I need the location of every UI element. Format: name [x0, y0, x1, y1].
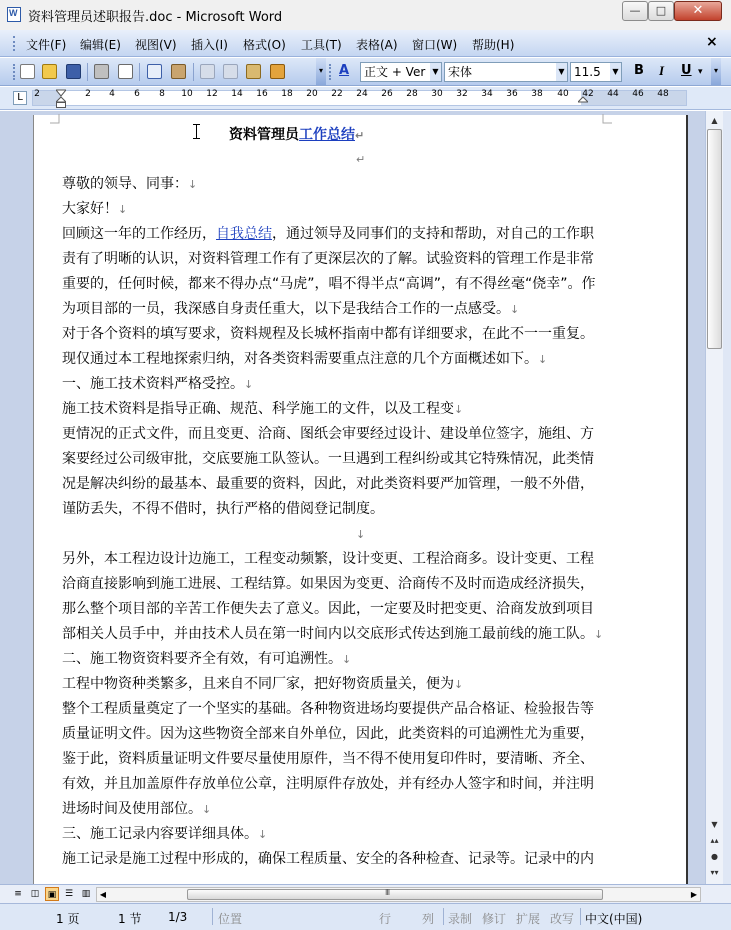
document-line[interactable]	[62, 174, 197, 195]
status-bar	[0, 903, 731, 930]
ruler-tick: 32	[456, 89, 468, 99]
status-separator	[443, 908, 444, 925]
ruler-tick: 48	[657, 89, 669, 99]
menu-view[interactable]: 视图(V)	[135, 38, 177, 52]
line-break-mark-icon: ↓	[538, 353, 548, 366]
chevron-down-icon[interactable]: ▼	[610, 63, 621, 81]
horizontal-ruler[interactable]	[0, 87, 731, 110]
document-line[interactable]	[356, 149, 365, 170]
line-text: 尊敬的领导、同事：	[62, 176, 188, 192]
status-overtype[interactable]: 改写	[550, 912, 575, 926]
open-folder-icon[interactable]	[42, 64, 57, 79]
menu-bar	[0, 30, 731, 57]
document-line[interactable]	[62, 324, 594, 344]
font-size-value: 11.5	[574, 65, 601, 79]
view-and-scroll-bar	[0, 884, 731, 903]
ruler-tick: 26	[381, 89, 393, 99]
scroll-left-icon[interactable]: ◀	[99, 890, 107, 899]
text-cursor-icon	[193, 124, 200, 139]
document-title[interactable]	[229, 124, 364, 144]
print-preview-icon[interactable]	[118, 64, 133, 79]
paragraph-mark-icon: ↵	[355, 129, 365, 142]
spelling-check-icon[interactable]	[147, 64, 162, 79]
vertical-scroll-thumb[interactable]	[707, 129, 722, 349]
document-line[interactable]	[62, 799, 211, 820]
ruler-tick: 28	[406, 89, 418, 99]
ruler-tick: 18	[281, 89, 293, 99]
research-icon[interactable]	[171, 64, 186, 79]
ruler-tick: 16	[256, 89, 268, 99]
outline-view-icon[interactable]: ☰	[64, 889, 74, 899]
document-line[interactable]	[62, 749, 594, 769]
document-line[interactable]	[62, 674, 463, 695]
line-text: 质量证明文件。因为这些物资全部来自外单位，因此，此类资料的可追溯性尤为重要，	[62, 726, 594, 742]
ruler-tick: 36	[506, 89, 518, 99]
previous-page-icon[interactable]: ▴▴	[710, 836, 719, 845]
ruler-tick: 14	[231, 89, 243, 99]
close-document-button[interactable]: ×	[706, 34, 718, 50]
line-break-mark-icon: ↓	[510, 303, 520, 316]
line-break-mark-icon: ↓	[118, 203, 128, 216]
document-line[interactable]	[62, 699, 594, 719]
menu-insert[interactable]: 插入(I)	[191, 38, 228, 52]
line-break-mark-icon: ↓	[202, 803, 212, 816]
ruler-tick: 4	[109, 89, 115, 99]
line-text: 洽商直接影响到施工进展、工程结算。如果因为变更、洽商传不及时而造成经济损失，	[62, 576, 594, 592]
document-line[interactable]	[62, 574, 594, 594]
line-text: 案要经过公司级审批，交底要施工队签认。一旦遇到工程纠纷或其它特殊情况，此类情	[62, 451, 594, 467]
document-line[interactable]	[62, 849, 594, 869]
line-break-mark-icon: ↓	[594, 628, 604, 641]
status-track-changes[interactable]: 修订	[482, 912, 507, 926]
print-icon[interactable]	[94, 64, 109, 79]
line-text: 另外，本工程边设计边施工，工程变动频繁，设计变更、工程洽商多。设计变更、工程	[62, 551, 594, 567]
menu-file[interactable]: 文件(F)	[26, 38, 67, 52]
normal-view-icon[interactable]: ≡	[14, 889, 22, 899]
status-language[interactable]: 中文(中国)	[585, 912, 643, 926]
select-browse-object-icon[interactable]: ●	[711, 852, 718, 861]
menu-window[interactable]: 窗口(W)	[412, 38, 458, 52]
chevron-down-icon[interactable]: ▼	[430, 63, 441, 81]
ruler-tick: 46	[632, 89, 644, 99]
status-section[interactable]: 1 节	[118, 912, 142, 926]
status-separator	[580, 908, 581, 925]
ruler-tick: 22	[331, 89, 343, 99]
line-text: 有效，并且加盖原件存放单位公章，注明原件存放处，并有经办人签字和时间，并注明	[62, 776, 594, 792]
line-text: 对于各个资料的填写要求，资料规程及长城杯指南中都有详细要求，在此不一一重复。	[62, 326, 594, 342]
scroll-down-icon[interactable]: ▼	[711, 820, 718, 829]
document-line[interactable]	[62, 374, 253, 395]
right-indent-marker[interactable]	[578, 87, 588, 109]
cut-icon[interactable]	[200, 64, 215, 79]
web-layout-icon[interactable]: ◫	[30, 889, 40, 899]
toolbar-grip-handle[interactable]	[13, 64, 16, 80]
document-line[interactable]	[62, 199, 127, 220]
line-text: 部相关人员手中，并由技术人员在第一时间内以交底形式传达到施工最前线的施工队。	[62, 626, 594, 642]
copy-icon[interactable]	[223, 64, 238, 79]
document-line[interactable]	[62, 399, 463, 420]
line-text: 为项目部的一员，我深感自身责任重大，以下是我结合工作的一点感受。	[62, 301, 510, 317]
indent-marker[interactable]	[56, 87, 66, 109]
document-line[interactable]	[62, 774, 594, 794]
ruler-tick: 6	[134, 89, 140, 99]
right-window-frame	[723, 111, 731, 884]
tab-selector[interactable]: L	[13, 91, 27, 105]
vertical-scrollbar[interactable]	[705, 111, 723, 884]
format-painter-icon[interactable]	[270, 64, 285, 79]
bold-button[interactable]: B	[634, 63, 644, 78]
document-line[interactable]	[62, 599, 594, 619]
font-value: 宋体	[448, 65, 473, 79]
line-text: 鉴于此，资料质量证明文件要尽量使用原件，当不得不使用复印件时，要清晰、齐全、	[62, 751, 594, 767]
line-text: 那么整个项目部的辛苦工作便失去了意义。因此，一定要及时把变更、洽商发放到项目	[62, 601, 594, 617]
hyperlink[interactable]: 自我总结	[216, 226, 272, 242]
status-page[interactable]: 1 页	[56, 912, 80, 926]
status-extend[interactable]: 扩展	[516, 912, 541, 926]
scroll-up-icon[interactable]: ▲	[711, 116, 718, 125]
font-dropdown[interactable]	[444, 62, 568, 82]
line-text: 况是解决纠纷的最基本、最重要的资料，因此，对此类资料要严加管理，一般不外借，	[62, 476, 594, 492]
document-line[interactable]	[62, 299, 519, 320]
document-area[interactable]	[0, 111, 705, 884]
line-text: 一、施工技术资料严格受控。	[62, 376, 244, 392]
margin-corner-mark	[602, 114, 612, 124]
line-break-mark-icon: ↓	[454, 678, 464, 691]
line-break-mark-icon: ↓	[188, 178, 198, 191]
document-line[interactable]	[62, 274, 596, 294]
menu-help[interactable]: 帮助(H)	[472, 38, 515, 52]
ruler-tick: 12	[206, 89, 218, 99]
toolbar-separator	[193, 63, 194, 81]
document-line[interactable]	[62, 349, 547, 370]
document-line[interactable]	[62, 249, 594, 269]
line-break-mark-icon: ↓	[356, 528, 366, 541]
word-app-icon[interactable]	[7, 7, 21, 22]
close-window-button[interactable]	[674, 1, 722, 21]
ruler-tick: 10	[181, 89, 193, 99]
document-line[interactable]	[62, 499, 384, 519]
menu-tools[interactable]: 工具(T)	[301, 38, 342, 52]
margin-corner-mark	[50, 114, 60, 124]
ruler-tick: 2	[34, 89, 40, 99]
title-bar	[0, 0, 731, 30]
menu-format[interactable]: 格式(O)	[243, 38, 286, 52]
reading-layout-icon[interactable]: ▥	[81, 889, 91, 899]
next-page-icon[interactable]: ▾▾	[710, 868, 719, 877]
line-text: 谨防丢失，不得不借时，执行严格的借阅登记制度。	[62, 501, 384, 517]
window-title: 资料管理员述职报告.doc - Microsoft Word	[28, 10, 283, 25]
minimize-button[interactable]	[622, 1, 648, 21]
menu-edit[interactable]: 编辑(E)	[80, 38, 121, 52]
line-text: 进场时间及使用部位。	[62, 801, 202, 817]
ruler-tick: 8	[159, 89, 165, 99]
status-line[interactable]: 行	[379, 912, 392, 926]
status-separator	[212, 908, 213, 925]
print-layout-icon[interactable]: ▣	[45, 887, 59, 901]
document-line[interactable]	[356, 524, 365, 545]
line-break-mark-icon: ↵	[356, 153, 366, 166]
minimize-icon: —	[629, 4, 641, 17]
menu-grip-handle[interactable]	[13, 36, 16, 51]
line-text: 整个工程质量奠定了一个坚实的基础。各种物资进场均要提供产品合格证、检验报告等	[62, 701, 594, 717]
document-line[interactable]	[62, 624, 603, 645]
underline-options-chevron[interactable]: ▾	[698, 67, 703, 77]
toolbar-separator	[87, 63, 88, 81]
line-text: 更情况的正式文件，而且变更、洽商、图纸会审要经过设计、建设单位签字，施组、方	[62, 426, 594, 442]
title-plain-text: 资料管理员	[229, 127, 299, 143]
scroll-right-icon[interactable]: ▶	[690, 890, 698, 899]
format-toolbar-options-chevron[interactable]: ▾	[711, 58, 721, 85]
line-text: 现仅通过本工程地探索归纳，对各类资料需要重点注意的几个方面概述如下。	[62, 351, 538, 367]
line-break-mark-icon: ↓	[258, 828, 268, 841]
ruler-tick: 38	[531, 89, 543, 99]
line-text: 施工技术资料是指导正确、规范、科学施工的文件，以及工程变	[62, 401, 454, 417]
maximize-icon: □	[655, 4, 667, 17]
document-line[interactable]	[62, 224, 594, 244]
close-icon: ✕	[692, 3, 704, 18]
ruler-tick: 44	[607, 89, 619, 99]
line-text: 回顾这一年的工作经历，	[62, 226, 216, 242]
new-document-icon[interactable]	[20, 64, 35, 79]
menu-table[interactable]: 表格(A)	[356, 38, 398, 52]
line-text: 施工记录是施工过程中形成的，确保工程质量、安全的各种检查、记录等。记录中的内	[62, 851, 594, 867]
line-text: 二、施工物资资料要齐全有效，有可追溯性。	[62, 651, 342, 667]
styles-pane-icon[interactable]: A	[339, 63, 350, 78]
line-text: 重要的，任何时候，都来不得办点“马虎”，唱不得半点“高调”，有不得丝毫“侥幸”。作	[62, 276, 596, 292]
ruler-tick: 40	[557, 89, 569, 99]
ruler-tick: 30	[431, 89, 443, 99]
toolbar-separator	[139, 63, 140, 81]
horizontal-scrollbar[interactable]	[96, 887, 701, 902]
document-line[interactable]	[62, 449, 594, 469]
format-toolbar-grip-handle[interactable]	[329, 64, 332, 80]
document-line[interactable]	[62, 424, 594, 444]
chevron-down-icon[interactable]: ▼	[556, 63, 567, 81]
horizontal-scroll-thumb[interactable]	[187, 889, 603, 900]
toolbar	[0, 58, 731, 86]
document-line[interactable]	[62, 824, 267, 845]
ruler-tick: 24	[356, 89, 368, 99]
ruler-tick: 2	[85, 89, 91, 99]
status-record[interactable]: 录制	[448, 912, 473, 926]
document-page[interactable]	[33, 115, 688, 884]
document-line[interactable]	[62, 724, 594, 744]
line-text: 工程中物资种类繁多，且来自不同厂家，把好物资质量关，便为	[62, 676, 454, 692]
toolbar-options-chevron[interactable]: ▾	[316, 58, 326, 85]
status-position[interactable]: 位置	[218, 912, 243, 926]
ruler-tick: 20	[306, 89, 318, 99]
line-text: 三、施工记录内容要详细具体。	[62, 826, 258, 842]
italic-button[interactable]: I	[659, 63, 665, 78]
document-line[interactable]	[62, 474, 594, 494]
save-icon[interactable]	[66, 64, 81, 79]
line-break-mark-icon: ↓	[342, 653, 352, 666]
line-text: 大家好！	[62, 201, 118, 217]
line-text: 责有了明晰的认识，对资料管理工作有了更深层次的了解。试验资料的管理工作是非常	[62, 251, 594, 267]
document-line[interactable]	[62, 549, 594, 569]
document-line[interactable]	[62, 649, 351, 670]
ruler-tick: 34	[481, 89, 493, 99]
font-size-dropdown[interactable]	[570, 62, 622, 82]
style-dropdown[interactable]	[360, 62, 442, 82]
ruler-tick: 42	[582, 89, 594, 99]
title-link[interactable]: 工作总结	[299, 127, 355, 143]
maximize-button[interactable]	[648, 1, 674, 21]
status-page-count[interactable]: 1/3	[168, 910, 188, 924]
style-value: 正文 + Ver	[364, 65, 426, 79]
status-column[interactable]: 列	[422, 912, 435, 926]
line-break-mark-icon: ↓	[244, 378, 254, 391]
line-break-mark-icon: ↓	[454, 403, 464, 416]
paste-icon[interactable]	[246, 64, 261, 79]
underline-button[interactable]: U	[681, 63, 692, 78]
line-text: ，通过领导及同事们的支持和帮助，对自己的工作职	[272, 226, 594, 242]
